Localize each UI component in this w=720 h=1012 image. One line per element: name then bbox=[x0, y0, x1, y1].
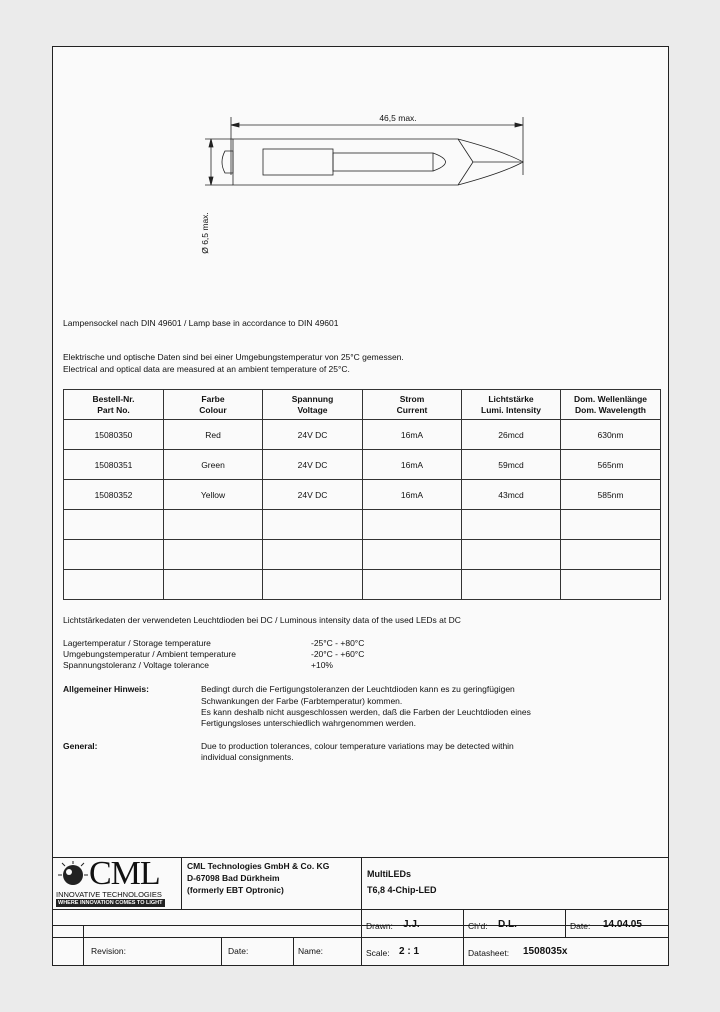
lamp-tip-inner bbox=[433, 153, 446, 171]
table-row bbox=[64, 420, 661, 450]
cell-part-no: 15080350 bbox=[64, 420, 164, 450]
cml-logo-text: CML bbox=[89, 855, 160, 892]
diameter-dimension-label: Ø 6,5 max. bbox=[200, 212, 210, 254]
cell-voltage: 24V DC bbox=[263, 450, 363, 480]
drawn-value: J.J. bbox=[403, 919, 420, 930]
header-current: Strom Current bbox=[363, 390, 462, 420]
cell-colour: Red bbox=[164, 420, 263, 450]
cell-current: 16mA bbox=[363, 450, 462, 480]
general-hint-line: Schwankungen der Farbe (Farbtemperatur) kommen. bbox=[201, 696, 403, 706]
date-value: 14.04.05 bbox=[603, 919, 642, 930]
lamp-inner-left bbox=[263, 149, 333, 175]
product-name: T6,8 4-Chip-LED bbox=[367, 885, 437, 895]
cml-sun-logo-icon bbox=[57, 861, 89, 889]
table-row-empty bbox=[64, 510, 661, 540]
base-note: Lampensockel nach DIN 49601 / Lamp base in accordance to DIN 49601 bbox=[63, 318, 339, 328]
datasheet-label: Datasheet: bbox=[468, 948, 510, 958]
spec-value-voltage-tol: +10% bbox=[311, 660, 333, 670]
revision-date-label: Date: bbox=[228, 946, 249, 956]
chd-label: Ch'd: bbox=[468, 921, 488, 931]
drawn-label: Drawn: bbox=[366, 921, 393, 931]
header-part-no: Bestell-Nr. Part No. bbox=[64, 390, 164, 420]
general-hint-line: Bedingt durch die Fertigungstoleranzen der Leuchtdioden kann es zu geringfügigen bbox=[201, 684, 515, 694]
logo-tagline: WHERE INNOVATION COMES TO LIGHT bbox=[58, 900, 163, 906]
general-hint-line: Fertigungsloses unterschiedlich wahrgenommen werden. bbox=[201, 718, 416, 728]
company-line: CML Technologies GmbH & Co. KG bbox=[187, 861, 330, 871]
scale-value: 2 : 1 bbox=[399, 946, 420, 957]
cell-part-no: 15080352 bbox=[64, 480, 164, 510]
general-line: Due to production tolerances, colour temperature variations may be detected within bbox=[201, 741, 514, 751]
spec-value-storage: -25°C - +80°C bbox=[311, 638, 365, 648]
revision-name-label: Name: bbox=[298, 946, 324, 956]
general-line: individual consignments. bbox=[201, 752, 294, 762]
table-row-empty bbox=[64, 540, 661, 570]
cell-colour: Yellow bbox=[164, 480, 263, 510]
header-colour: Farbe Colour bbox=[164, 390, 263, 420]
cell-wavelength: 630nm bbox=[561, 420, 661, 450]
arrow-top bbox=[209, 139, 213, 147]
title-block bbox=[53, 857, 668, 965]
lamp-drawing bbox=[200, 113, 533, 305]
cell-wavelength: 585nm bbox=[561, 480, 661, 510]
header-wavelength: Dom. Wellenlänge Dom. Wavelength bbox=[561, 390, 661, 420]
lamp-inner-right bbox=[333, 153, 433, 171]
product-family: MultiLEDs bbox=[367, 869, 411, 879]
cell-intensity: 26mcd bbox=[462, 420, 561, 450]
temp-note-en: Electrical and optical data are measured at an ambient temperature of 25°C. bbox=[63, 364, 350, 374]
table-row bbox=[64, 480, 661, 510]
temp-note-de: Elektrische und optische Daten sind bei einer Umgebungstemperatur von 25°C gemessen. bbox=[63, 352, 404, 362]
intensity-note: Lichtstärkedaten der verwendeten Leuchtdioden bei DC / Luminous intensity data of the used LEDs at DC bbox=[63, 615, 461, 625]
spec-label-storage: Lagertemperatur / Storage temperature bbox=[63, 638, 211, 648]
spec-table bbox=[63, 389, 661, 600]
cell-colour: Green bbox=[164, 450, 263, 480]
cell-intensity: 59mcd bbox=[462, 450, 561, 480]
table-row bbox=[64, 450, 661, 480]
scale-label: Scale: bbox=[366, 948, 390, 958]
datasheet-sheet bbox=[52, 46, 669, 966]
spec-value-ambient: -20°C - +60°C bbox=[311, 649, 365, 659]
logo-subtitle: INNOVATIVE TECHNOLOGIES bbox=[56, 890, 162, 899]
revision-label: Revision: bbox=[91, 946, 126, 956]
company-line: (formerly EBT Optronic) bbox=[187, 885, 284, 895]
cell-part-no: 15080351 bbox=[64, 450, 164, 480]
spec-label-voltage-tol: Spannungstoleranz / Voltage tolerance bbox=[63, 660, 210, 670]
table-row-empty bbox=[64, 570, 661, 600]
cell-wavelength: 565nm bbox=[561, 450, 661, 480]
arrow-left bbox=[231, 123, 239, 127]
arrow-bottom bbox=[209, 177, 213, 185]
arrow-right bbox=[515, 123, 523, 127]
datasheet-value: 1508035x bbox=[523, 946, 568, 957]
general-hint-label: Allgemeiner Hinweis: bbox=[63, 684, 149, 694]
company-line: D-67098 Bad Dürkheim bbox=[187, 873, 280, 883]
date-label: Date: bbox=[570, 921, 591, 931]
cell-voltage: 24V DC bbox=[263, 420, 363, 450]
general-label: General: bbox=[63, 741, 98, 751]
cell-current: 16mA bbox=[363, 420, 462, 450]
header-intensity: Lichtstärke Lumi. Intensity bbox=[462, 390, 561, 420]
chd-value: D.L. bbox=[498, 919, 517, 930]
length-dimension-label: 46,5 max. bbox=[379, 113, 417, 123]
table-header-row bbox=[64, 390, 661, 420]
cell-current: 16mA bbox=[363, 480, 462, 510]
cell-voltage: 24V DC bbox=[263, 480, 363, 510]
header-voltage: Spannung Voltage bbox=[263, 390, 363, 420]
spec-label-ambient: Umgebungstemperatur / Ambient temperature bbox=[63, 649, 236, 659]
general-hint-line: Es kann deshalb nicht ausgeschlossen werden, daß die Farben der Leuchtdioden eines bbox=[201, 707, 531, 717]
cell-intensity: 43mcd bbox=[462, 480, 561, 510]
